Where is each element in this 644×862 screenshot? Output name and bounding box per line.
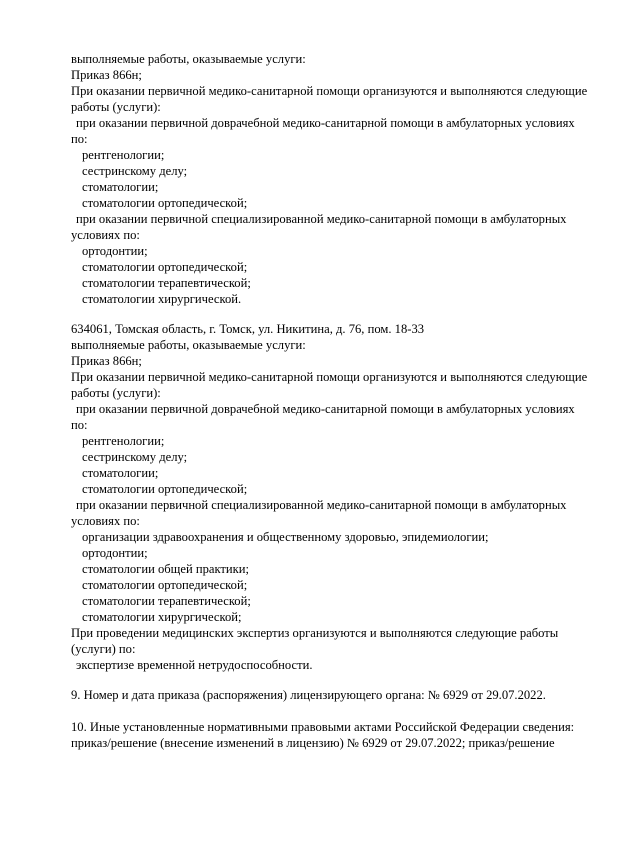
text-line: работы (услуги): — [71, 100, 161, 114]
list-item: стоматологии терапевтической; — [82, 276, 251, 290]
list-item: экспертизе временной нетрудоспособности. — [76, 658, 313, 672]
list-item: стоматологии ортопедической; — [82, 482, 248, 496]
text-line: (услуги) по: — [71, 642, 136, 656]
list-item: рентгенологии; — [82, 148, 165, 162]
list-item: ортодонтии; — [82, 546, 148, 560]
text-line: при оказании первичной специализированной медико-санитарной помощи в амбулаторных — [76, 212, 567, 226]
list-item: стоматологии хирургической. — [82, 292, 242, 306]
text-line: при оказании первичной доврачебной медико-санитарной помощи в амбулаторных условиях — [76, 116, 575, 130]
text-line: При оказании первичной медико-санитарной помощи организуются и выполняются следующие — [71, 370, 588, 384]
list-item: стоматологии; — [82, 466, 159, 480]
text-line: При оказании первичной медико-санитарной помощи организуются и выполняются следующие — [71, 84, 588, 98]
text-line: выполняемые работы, оказываемые услуги: — [71, 52, 306, 66]
text-line: условиях по: — [71, 514, 140, 528]
section-10-text: 10. Иные установленные нормативными правовыми актами Российской Федерации сведения: — [71, 720, 575, 734]
text-line: выполняемые работы, оказываемые услуги: — [71, 338, 306, 352]
list-item: сестринскому делу; — [82, 450, 188, 464]
text-line: при оказании первичной доврачебной медико-санитарной помощи в амбулаторных условиях — [76, 402, 575, 416]
text-line: по: — [71, 132, 88, 146]
text-line: условиях по: — [71, 228, 140, 242]
list-item: стоматологии ортопедической; — [82, 578, 248, 592]
text-line: при оказании первичной специализированной медико-санитарной помощи в амбулаторных — [76, 498, 567, 512]
address-line: 634061, Томская область, г. Томск, ул. Никитина, д. 76, пом. 18-33 — [71, 322, 425, 336]
section-10-text: приказ/решение (внесение изменений в лицензию) № 6929 от 29.07.2022; приказ/решение — [71, 736, 555, 750]
list-item: стоматологии; — [82, 180, 159, 194]
list-item: стоматологии хирургической; — [82, 610, 242, 624]
list-item: рентгенологии; — [82, 434, 165, 448]
list-item: стоматологии общей практики; — [82, 562, 250, 576]
section-9-text: 9. Номер и дата приказа (распоряжения) лицензирующего органа: № 6929 от 29.07.2022. — [71, 688, 546, 702]
list-item: сестринскому делу; — [82, 164, 188, 178]
list-item: организации здравоохранения и общественному здоровью, эпидемиологии; — [82, 530, 489, 544]
text-line: по: — [71, 418, 88, 432]
text-line: работы (услуги): — [71, 386, 161, 400]
list-item: стоматологии ортопедической; — [82, 196, 248, 210]
text-line: При проведении медицинских экспертиз организуются и выполняются следующие работы — [71, 626, 559, 640]
text-line: Приказ 866н; — [71, 354, 142, 368]
list-item: стоматологии ортопедической; — [82, 260, 248, 274]
list-item: стоматологии терапевтической; — [82, 594, 251, 608]
list-item: ортодонтии; — [82, 244, 148, 258]
text-line: Приказ 866н; — [71, 68, 142, 82]
